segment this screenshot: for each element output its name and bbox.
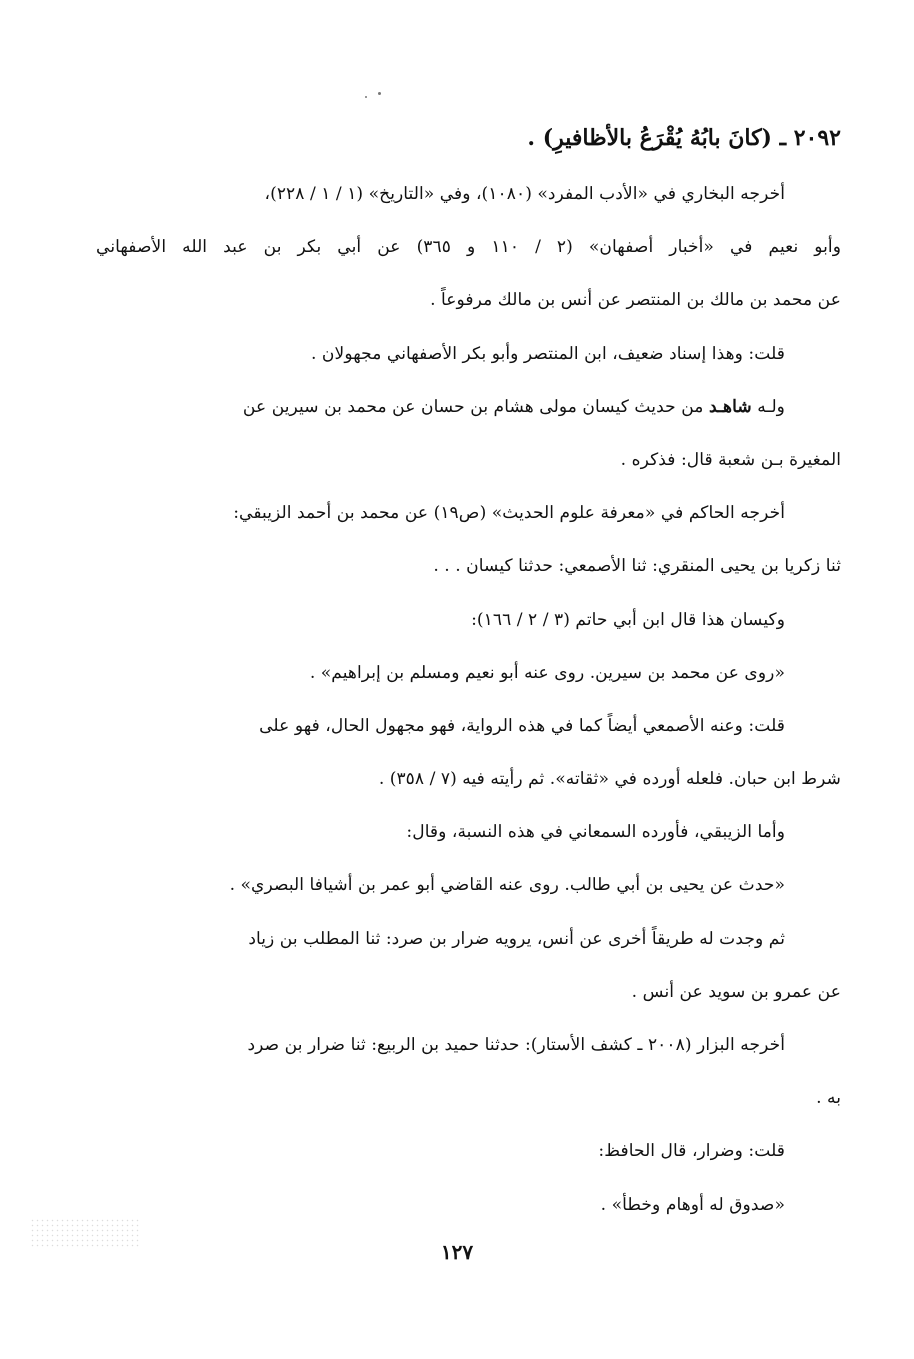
text-line: عن محمد بن مالك بن المنتصر عن أنس بن مالك مرفوعاً . [430, 290, 841, 311]
paragraph-lines [96, 168, 841, 1232]
ink-speck [365, 96, 367, 98]
bold-term: شاهـد [708, 396, 752, 417]
text-line: أخرجه الحاكم في «معرفة علوم الحديث» (ص١٩) عن محمد بن أحمد الزيبقي: [233, 503, 785, 524]
text-line: قلت: وهذا إسناد ضعيف، ابن المنتصر وأبو بكر الأصفهاني مجهولان . [310, 343, 785, 364]
text-line: وكيسان هذا قال ابن أبي حاتم (٣ / ٢ / ١٦٦): [471, 609, 785, 630]
hadith-heading: ٢٠٩٢ ـ (كانَ بابُهُ يُقْرَعُ بالأظافيرِ) . [527, 125, 841, 151]
text-line: شرط ابن حبان. فلعله أورده في «ثقاته». ثم رأيته فيه (٧ / ٣٥٨) . [378, 769, 841, 790]
text-line [96, 381, 841, 434]
text-line: ثنا زكريا بن يحيى المنقري: ثنا الأصمعي: حدثنا كيسان . . . [433, 556, 841, 577]
text-line: قلت: وضرار، قال الحافظ: [598, 1141, 785, 1162]
text-line: أخرجه البزار (٢٠٠٨ ـ كشف الأستار): حدثنا حميد بن الربيع: ثنا ضرار بن صرد [247, 1035, 785, 1055]
text-line: عن عمرو بن سويد عن أنس . [631, 981, 841, 1002]
text-line: قلت: وعنه الأصمعي أيضاً كما في هذه الرواية، فهو مجهول الحال، فهو على [259, 715, 785, 736]
text-run: ولـه [751, 396, 785, 417]
text-line: وأبو نعيم في «أخبار أصفهان» (٢ / ١١٠ و ٣٦٥) عن أبي بكر بن عبد الله الأصفهاني [96, 237, 841, 258]
text-run: من حديث كيسان مولى هشام بن حسان عن محمد بن سيرين عن [242, 396, 709, 417]
main-text [96, 118, 841, 1232]
text-line: «صدوق له أوهام وخطأ» . [600, 1194, 785, 1215]
page-number: ١٢٧ [440, 1240, 474, 1264]
text-line: وأما الزيبقي، فأورده السمعاني في هذه النسبة، وقال: [406, 822, 785, 843]
text-line: «روى عن محمد بن سيرين. روى عنه أبو نعيم ومسلم بن إبراهيم» . [309, 662, 785, 683]
text-line: «حدث عن يحيى بن أبي طالب. روى عنه القاضي أبو عمر بن أشيافا البصري» . [229, 875, 785, 896]
ink-speck [378, 92, 381, 95]
text-line: به . [816, 1088, 841, 1109]
text-line: ثم وجدت له طريقاً أخرى عن أنس، يرويه ضرار بن صرد: ثنا المطلب بن زياد [248, 928, 785, 949]
text-line: أخرجه البخاري في «الأدب المفرد» (١٠٨٠)، وفي «التاريخ» (١ / ١ / ٢٢٨)، [264, 184, 785, 204]
text-line: المغيرة بـن شعبة قال: فذكره . [620, 449, 841, 470]
